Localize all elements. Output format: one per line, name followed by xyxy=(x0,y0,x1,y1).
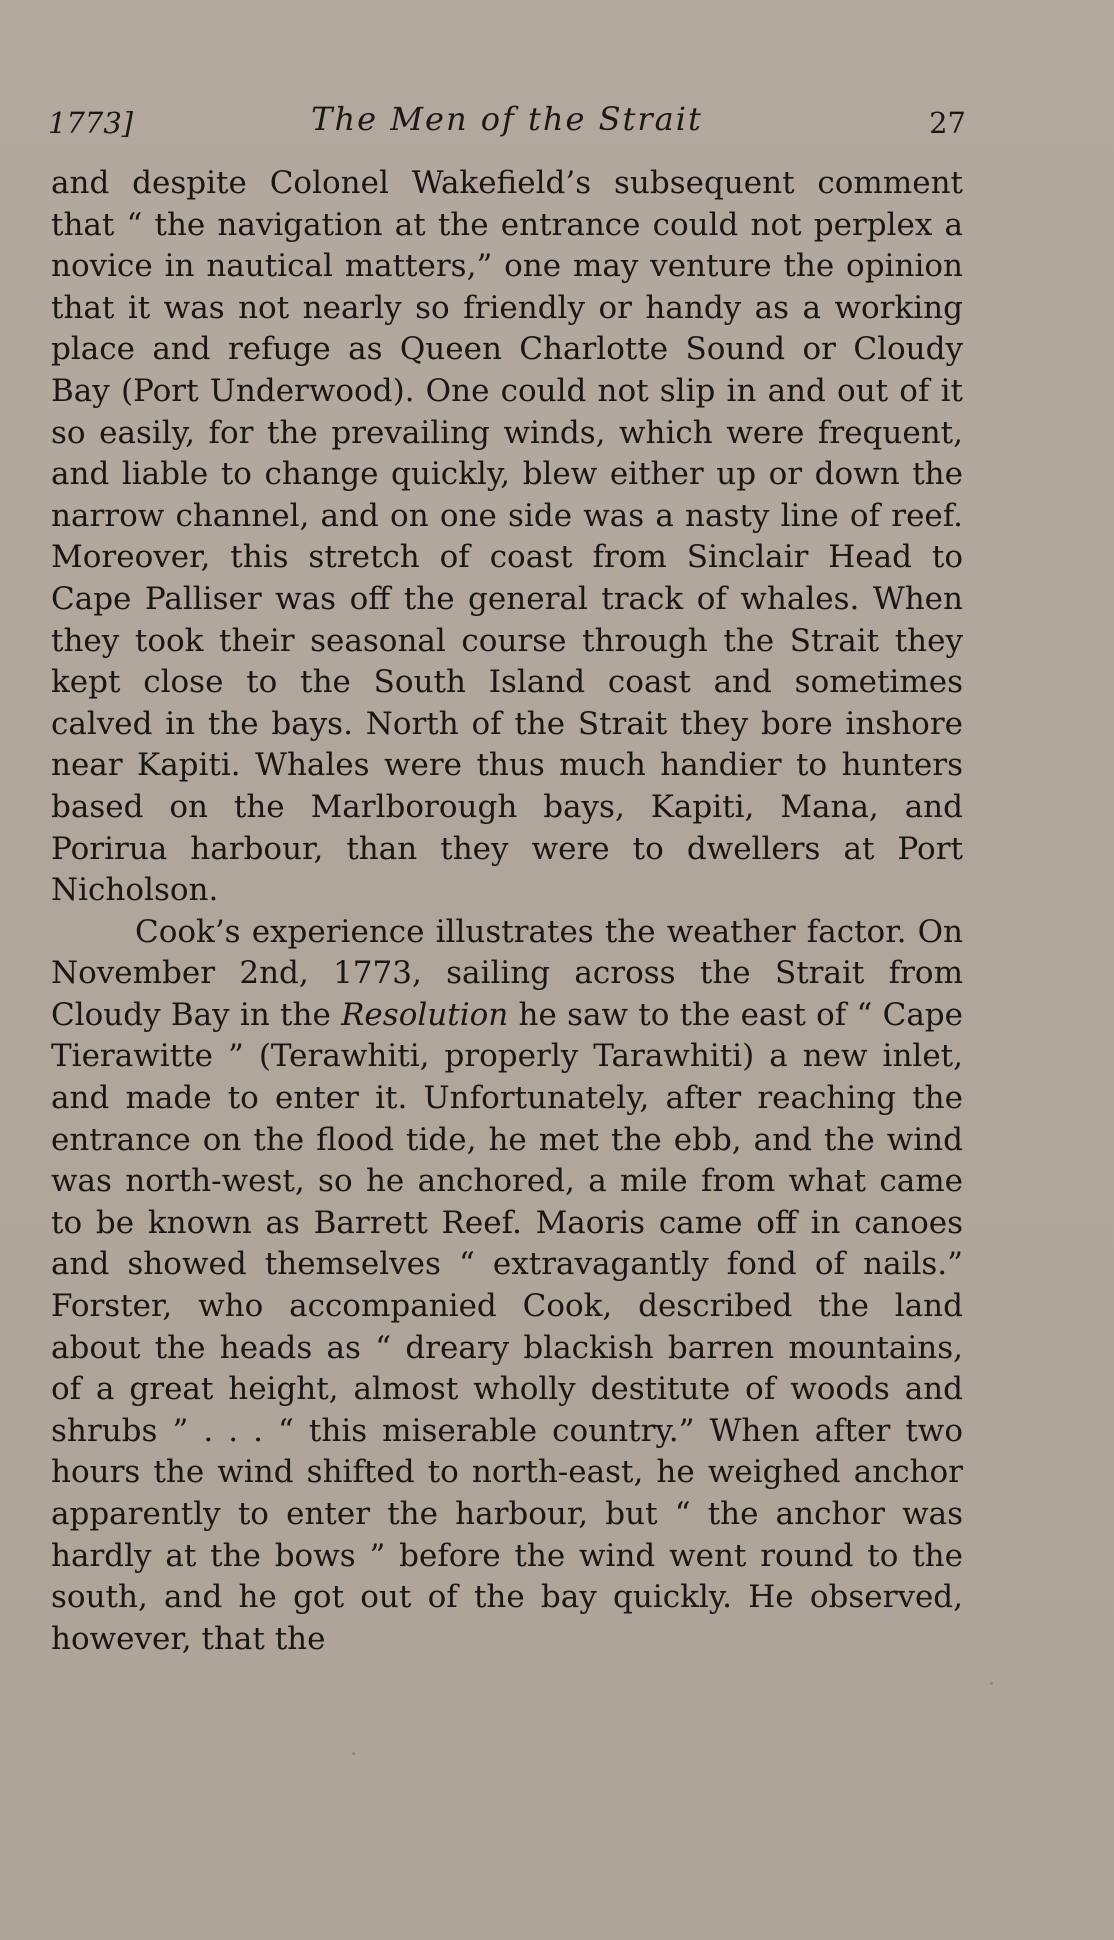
page-number: 27 xyxy=(929,106,966,140)
paragraph-1 xyxy=(51,163,963,912)
paragraph-2-text-a: Cook’s experience illustrates the weather factor. On November 2nd, 1773, sailing across the Strait from Cloudy Bay in the xyxy=(51,913,963,1033)
running-head xyxy=(48,100,966,148)
paragraph-2 xyxy=(51,912,963,1661)
paper-speck xyxy=(352,1752,355,1755)
running-head-year: 1773] xyxy=(48,106,134,140)
running-head-title: The Men of the Strait xyxy=(311,100,703,138)
paragraph-1-text: and despite Colonel Wakefield’s subsequent comment that “ the navigation at the entrance could not perplex a novice in nautical matters,” one may venture the opinion that it was not nearly so friendly or handy as a working place and refuge as Queen Charlotte Sound or Cloudy Bay (Port Underwood). One could not slip in and out of it so easily, for the prevailing winds, which were frequent, and liable to change quickly, blew either up or down the narrow channel, and on one side was a nasty line of reef. Moreover, this stretch of coast from Sinclair Head to Cape Palliser was off the general track of whales. When they took their seasonal course through the Strait they kept close to the South Island coast and sometimes calved in the bays. North of the Strait they bore inshore near Kapiti. Whales were thus much handier to hunters based on the Marlborough bays, Kapiti, Mana, and Porirua harbour, than they were to dwellers at Port Nicholson. xyxy=(51,165,963,909)
body-text xyxy=(51,163,963,1660)
paragraph-2-text-b: he saw to the east of “ Cape Tierawitte ” (Terawhiti, properly Tarawhiti) a new inlet, and made to enter it. Unfortunately, after reaching the entrance on the flood tide, he met the ebb, and the wind was north-west, so he anchored, a mile from what came to be known as Barrett Reef. Maoris came off in canoes and showed themselves “ extravagantly fond of nails.” Forster, who accompanied Cook, described the land about the heads as “ dreary blackish barren mountains, of a great height, almost wholly destitute of woods and shrubs ” . . . “ this miserable country.” When after two hours the wind shifted to north-east, he weighed anchor apparently to enter the harbour, but “ the anchor was hardly at the bows ” before the wind went round to the south, and he got out of the bay quickly. He observed, however, that the xyxy=(51,996,964,1657)
paper-speck xyxy=(990,1682,993,1685)
ship-name-resolution: Resolution xyxy=(341,996,509,1033)
